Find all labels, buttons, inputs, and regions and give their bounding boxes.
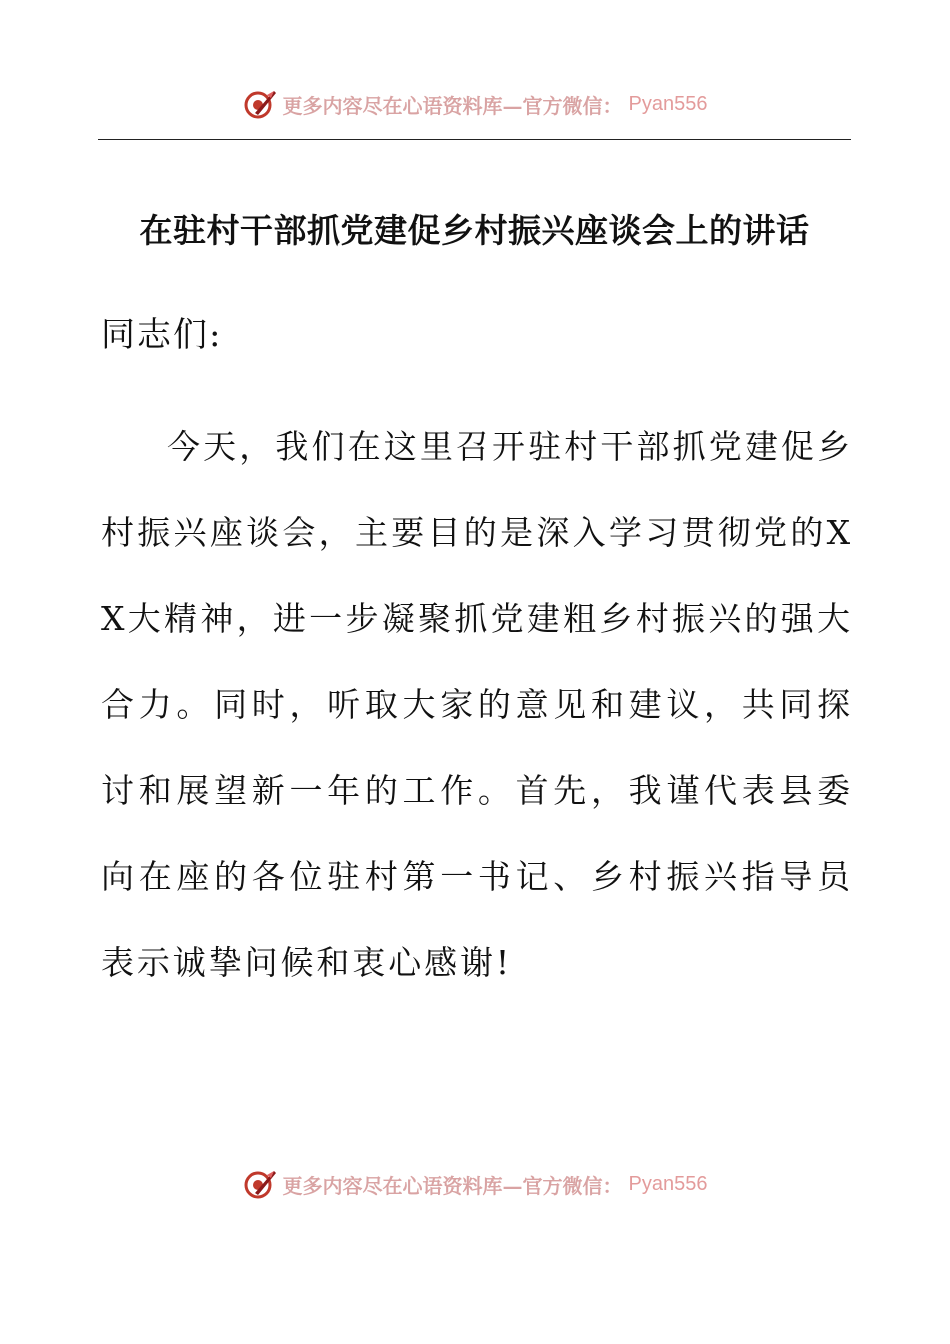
header-watermark xyxy=(0,84,950,124)
watermark-text: 更多内容尽在心语资料库—官方微信： xyxy=(282,1173,623,1198)
watermark-text: 更多内容尽在心语资料库—官方微信： xyxy=(282,93,623,118)
body-paragraph: 今天，我们在这里召开驻村干部抓党建促乡村振兴座谈会，主要目的是深入学习贯彻党的XX大精神，进一步凝聚抓党建粗乡村振兴的强大合力。同时，听取大家的意见和建议，共同探讨和展望新一年的工作。首先，我谨代表县委向在座的各位驻村第一书记、乡村振兴指导员表示诚挚问候和衷心感谢! xyxy=(101,427,853,982)
quill-logo-icon xyxy=(243,87,277,121)
footer-watermark xyxy=(0,1164,950,1204)
salutation: 同志们: xyxy=(101,315,223,355)
watermark-wechat-id: Pyan556 xyxy=(628,1172,708,1195)
watermark-wechat-id: Pyan556 xyxy=(628,92,708,115)
header-divider xyxy=(98,139,851,140)
document-title: 在驻村干部抓党建促乡村振兴座谈会上的讲话 xyxy=(139,211,810,250)
quill-logo-icon xyxy=(243,1167,277,1201)
